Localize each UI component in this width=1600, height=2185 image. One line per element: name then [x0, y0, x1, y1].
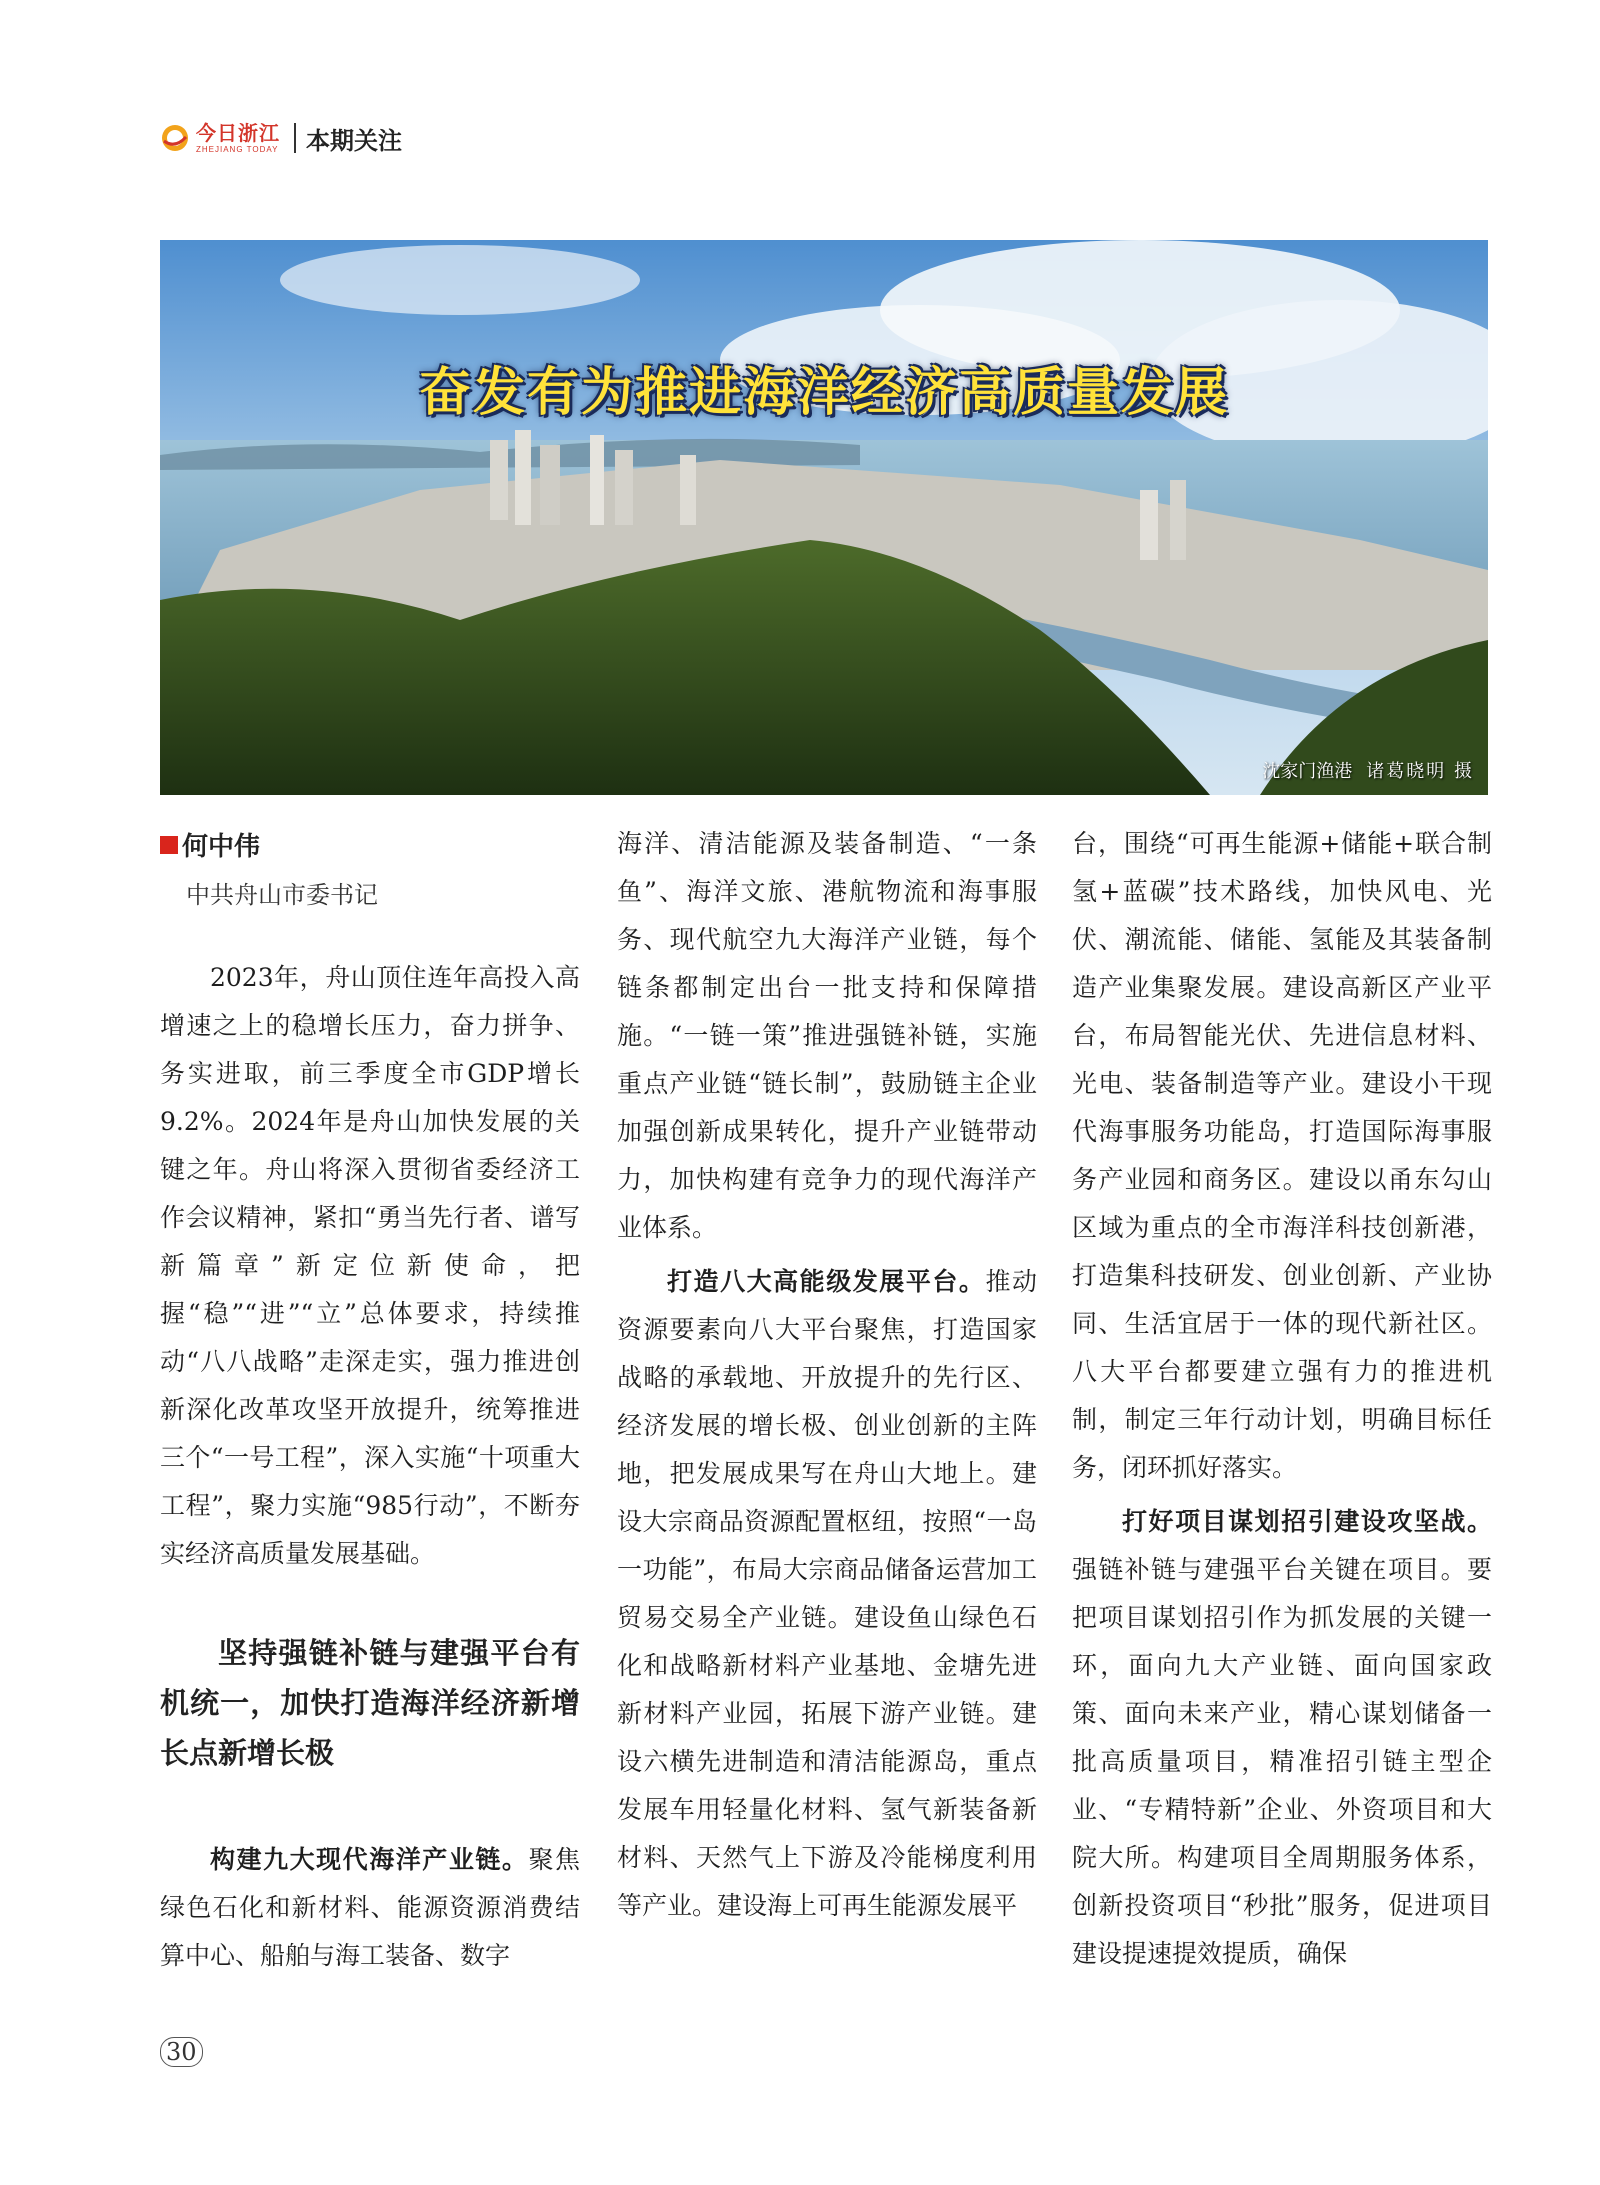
paragraph-lead: 打好项目谋划招引建设攻坚战。 — [1122, 1507, 1492, 1536]
paragraph-text: 推动资源要素向八大平台聚焦，打造国家战略的承载地、开放提升的先行区、经济发展的增长极、创业创新的主阵地，把发展成果写在舟山大地上。建设大宗商品资源配置枢纽，按照“一岛一功能”，布局大宗商品储备运营加工贸易交易全产业链。建设鱼山绿色石化和战略新材料产业基地、金塘先进新材料产业园，拓展下游产业链。建设六横先进制造和清洁能源岛，重点发展车用轻量化材料、氢气新装备新材料、天然气上下游及冷能梯度利用等产业。建设海上可再生能源发展平 — [617, 1267, 1037, 1920]
author-position: 中共舟山市委书记 — [186, 881, 378, 909]
caption-location: 沈家门渔港 — [1262, 761, 1353, 782]
paragraph-text: 聚焦绿色石化和新材料、能源资源消费结算中心、船舶与海工装备、数字 — [160, 1845, 580, 1970]
paragraph-lead: 打造八大高能级发展平台。 — [667, 1267, 986, 1296]
paragraph-industry-chains — [160, 1836, 580, 1980]
header-divider — [294, 123, 296, 153]
logo-chinese-text: 今日浙江 — [196, 120, 280, 145]
caption-photographer: 诸葛晓明 摄 — [1366, 761, 1474, 782]
section-heading: 坚持强链补链与建强平台有机统一，加快打造海洋经济新增长点新增长极 — [160, 1636, 580, 1770]
author-byline — [160, 826, 580, 863]
paragraph-lead: 构建九大现代海洋产业链。 — [210, 1845, 529, 1874]
harbor-aerial-illustration — [160, 240, 1488, 795]
article-column-1 — [160, 820, 580, 1980]
red-square-marker — [160, 836, 178, 854]
hero-photo — [160, 240, 1488, 795]
paragraph-projects — [1072, 1498, 1492, 1978]
paragraph-continued: 台，围绕“可再生能源+储能+联合制氢+蓝碳”技术路线，加快风电、光伏、潮流能、储能、氢能及其装备制造产业集聚发展。建设高新区产业平台，布局智能光伏、先进信息材料、光电、装备制造等产业。建设小干现代海事服务功能岛，打造国际海事服务产业园和商务区。建设以甬东勾山区域为重点的全市海洋科技创新港，打造集科技研发、创业创新、产业协同、生活宜居于一体的现代新社区。八大平台都要建立强有力的推进机制，制定三年行动计划，明确目标任务，闭环抓好落实。 — [1072, 829, 1492, 1482]
paragraph-text: 强链补链与建强平台关键在项目。要把项目谋划招引作为抓发展的关键一环，面向九大产业链、面向国家政策、面向未来产业，精心谋划储备一批高质量项目，精准招引链主型企业、“专精特新”企业、外资项目和大院大所。构建项目全周期服务体系，创新投资项目“秒批”服务，促进项目建设提速提效提质，确保 — [1072, 1555, 1492, 1968]
paragraph-continued: 海洋、清洁能源及装备制造、“一条鱼”、海洋文旅、港航物流和海事服务、现代航空九大海洋产业链，每个链条都制定出台一批支持和保障措施。“一链一策”推进强链补链，实施重点产业链“链长制”，鼓励链主企业加强创新成果转化，提升产业链带动力，加快构建有竞争力的现代海洋产业体系。 — [617, 829, 1037, 1242]
article-column-2 — [617, 820, 1037, 1930]
page-number: 30 — [160, 2038, 203, 2066]
page-header — [160, 118, 402, 158]
article-column-3 — [1072, 820, 1492, 1978]
magazine-logo — [160, 120, 280, 154]
author-name: 何中伟 — [182, 832, 261, 862]
hero-headline: 奋发有为推进海洋经济高质量发展 — [418, 363, 1229, 423]
logo-english-text: ZHEJIANG TODAY — [196, 144, 279, 154]
paragraph-intro: 2023年，舟山顶住连年高投入高增速之上的稳增长压力，奋力拼争、务实进取，前三季度全市GDP增长9.2%。2024年是舟山加快发展的关键之年。舟山将深入贯彻省委经济工作会议精神，紧扣“勇当先行者、谱写新篇章”新定位新使命，把握“稳”“进”“立”总体要求，持续推动“八八战略”走深走实，强力推进创新深化改革攻坚开放提升，统筹推进三个“一号工程”，深入实施“十项重大工程”，聚力实施“985行动”，不断夯实经济高质量发展基础。 — [160, 963, 580, 1568]
paragraph-platforms — [617, 1258, 1037, 1930]
section-name: 本期关注 — [306, 126, 402, 155]
sun-logo-icon — [160, 123, 190, 153]
photo-caption — [1262, 757, 1474, 783]
